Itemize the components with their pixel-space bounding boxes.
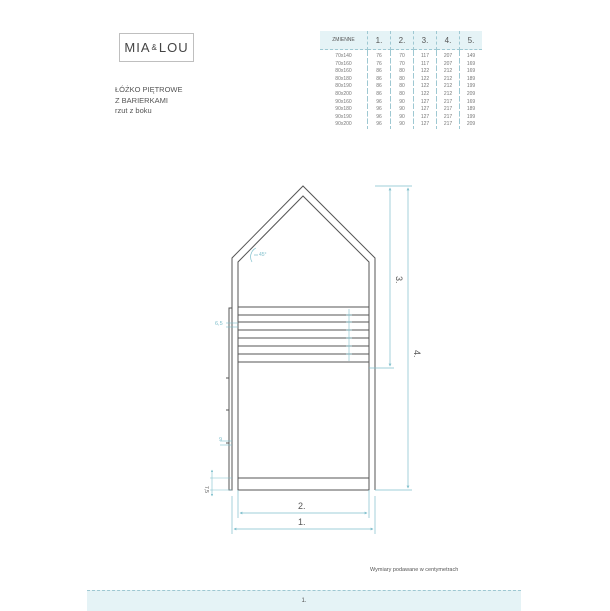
table-cell-size: 80x160 <box>320 68 368 76</box>
bed-frame <box>226 186 375 490</box>
table-cell-value: 70 <box>391 53 414 61</box>
table-cell-value: 70 <box>391 61 414 69</box>
table-cell-value: 90 <box>391 106 414 114</box>
dim-4-label: 4. <box>412 350 422 358</box>
bottom-dimension-lines <box>232 490 375 534</box>
brand-logo-left: MIA <box>124 40 151 55</box>
table-cell-value: 212 <box>437 76 460 84</box>
dim-1-label: 1. <box>298 517 306 527</box>
table-cell-value: 86 <box>368 68 391 76</box>
table-cell-value: 149 <box>466 53 476 59</box>
table-cell-value: 127 <box>414 114 437 122</box>
dim-ladder-step-label: 9 <box>219 437 223 443</box>
table-cell-value: 209 <box>466 90 476 97</box>
table-cell-value: 212 <box>437 91 460 99</box>
table-cell-value: 80 <box>391 76 414 84</box>
table-cell-value: 199 <box>466 113 476 120</box>
bottom-bed-rail <box>238 478 369 490</box>
table-cell-value: 117 <box>414 61 437 69</box>
table-cell-size: 90x200 <box>320 121 368 129</box>
table-cell-value: 96 <box>368 106 391 114</box>
table-cell-value: 96 <box>368 99 391 107</box>
table-cell-value: 122 <box>414 83 437 91</box>
table-cell-value: 122 <box>414 76 437 84</box>
ladder-post <box>229 308 232 490</box>
table-cell-value: 127 <box>414 121 437 129</box>
page-number: 1. <box>301 598 307 604</box>
table-cell-value: 212 <box>437 83 460 91</box>
table-cell-value: 90 <box>391 121 414 129</box>
table-cell-value: 117 <box>414 53 437 61</box>
header-col-4: 4. <box>437 31 460 50</box>
frame-inner-outline <box>238 196 369 490</box>
upper-rail-2 <box>238 322 369 330</box>
table-cell-value: 127 <box>414 106 437 114</box>
table-cell-value: 212 <box>437 68 460 76</box>
table-cell-size: 90x190 <box>320 114 368 122</box>
table-cell-value: 217 <box>437 114 460 122</box>
upper-rail-3 <box>238 338 369 346</box>
table-cell-value: 199 <box>466 83 476 90</box>
table-cell-value: 127 <box>414 99 437 107</box>
table-cell-value: 76 <box>368 61 391 69</box>
table-cell-size: 80x200 <box>320 91 368 99</box>
brand-logo-amp: & <box>151 43 158 52</box>
title-line-3: rzut z boku <box>115 106 152 115</box>
table-cell-value: 169 <box>466 68 476 75</box>
table-cell-value: 122 <box>414 91 437 99</box>
table-cell-size: 90x180 <box>320 106 368 114</box>
title-line-2: Z BARIERKAMI <box>115 95 168 105</box>
angle-marker <box>251 248 258 262</box>
upper-rail-4 <box>238 354 369 362</box>
table-cell-value: 209 <box>466 121 476 128</box>
page-footer <box>87 590 521 611</box>
rail-gap-dimensions <box>346 309 352 361</box>
units-footnote: Wymiary podawane w centymetrach <box>370 567 459 573</box>
dim-3-label: 3. <box>394 276 404 284</box>
table-cell-value: 80 <box>391 83 414 91</box>
dim-rail-width-label: 6,5 <box>215 321 223 327</box>
table-cell-value: 207 <box>437 61 460 69</box>
header-col-1: 1. <box>368 31 391 50</box>
table-cell-value: 90 <box>391 99 414 107</box>
table-cell-value: 189 <box>466 106 476 113</box>
table-cell-value: 169 <box>466 98 476 105</box>
table-cell-value: 90 <box>391 114 414 122</box>
brand-logo-right: LOU <box>158 40 189 55</box>
table-cell-value: 122 <box>414 68 437 76</box>
dim-bottom-label: 7,5 <box>203 486 209 493</box>
table-cell-size: 80x190 <box>320 83 368 91</box>
table-cell-value: 86 <box>368 91 391 99</box>
table-cell-value: 96 <box>368 114 391 122</box>
table-cell-value: 217 <box>437 106 460 114</box>
header-col-5: 5. <box>460 31 483 50</box>
table-cell-size: 70x140 <box>320 53 368 61</box>
table-cell-value: 86 <box>368 83 391 91</box>
table-cell-value: 80 <box>391 91 414 99</box>
table-cell-size: 70x160 <box>320 61 368 69</box>
table-cell-value: 217 <box>437 99 460 107</box>
header-variable: ZMIENNE <box>320 31 368 50</box>
table-cell-size: 90x160 <box>320 99 368 107</box>
title-line-1: ŁÓŻKO PIĘTROWE <box>115 85 183 94</box>
angle-label: 45° <box>259 252 267 258</box>
table-cell-value: 169 <box>466 60 476 67</box>
table-cell-value: 86 <box>368 76 391 84</box>
header-col-3: 3. <box>414 31 437 50</box>
table-cell-value: 80 <box>391 68 414 76</box>
header-col-2: 2. <box>391 31 414 50</box>
table-cell-value: 189 <box>466 75 476 82</box>
table-cell-value: 207 <box>437 53 460 61</box>
dim-2-label: 2. <box>298 501 306 511</box>
upper-rail-1 <box>238 307 369 315</box>
table-cell-value: 96 <box>368 121 391 129</box>
table-cell-value: 76 <box>368 53 391 61</box>
table-cell-size: 80x180 <box>320 76 368 84</box>
table-cell-value: 217 <box>437 121 460 129</box>
